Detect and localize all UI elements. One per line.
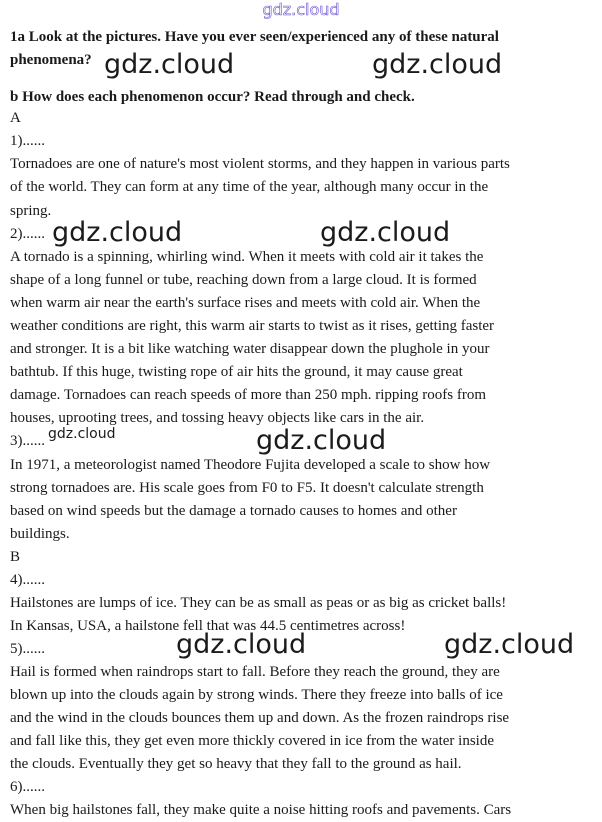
paragraph-2-line5: and stronger. It is a bit like watching water disappear down the plughole in your: [10, 341, 490, 357]
paragraph-5-line5: the clouds. Eventually they get so heavy that they fall to the ground as hail.: [10, 756, 462, 772]
watermark: gdz.cloud: [52, 217, 183, 248]
paragraph-3-line4: buildings.: [10, 526, 70, 542]
paragraph-3-line2: strong tornadoes are. His scale goes from F0 to F5. It doesn't calculate strength: [10, 480, 484, 496]
paragraph-3-line3: based on wind speeds but the damage a tornado causes to homes and other: [10, 503, 457, 519]
paragraph-6-line1: When big hailstones fall, they make quite a noise hitting roofs and pavements. Cars: [10, 802, 512, 818]
watermark: gdz.cloud: [444, 629, 575, 660]
watermark-top: gdz.cloud: [262, 0, 340, 19]
task-1b-heading: b How does each phenomenon occur? Read through and check.: [10, 89, 415, 105]
watermark: gdz.cloud: [320, 217, 451, 248]
paragraph-1-line3: spring.: [10, 203, 52, 219]
watermark: gdz.cloud: [48, 426, 116, 442]
gap-3: 3)......: [10, 433, 45, 449]
gap-1: 1)......: [10, 133, 45, 149]
gap-6: 6)......: [10, 779, 45, 795]
task-1a-line2: phenomena?: [10, 52, 92, 68]
watermark: gdz.cloud: [176, 629, 307, 660]
paragraph-2-line8: houses, uprooting trees, and tossing heavy objects like cars in the air.: [10, 410, 425, 426]
gap-2: 2)......: [10, 226, 45, 242]
paragraph-5-line1: Hail is formed when raindrops start to fall. Before they reach the ground, they are: [10, 664, 500, 680]
paragraph-2-line3: when warm air near the earth's surface rises and meets with cold air. When the: [10, 295, 481, 311]
paragraph-5-line2: blown up into the clouds again by strong winds. There they freeze into balls of ice: [10, 687, 503, 703]
paragraph-1-line1: Tornadoes are one of nature's most violent storms, and they happen in various parts: [10, 156, 510, 172]
paragraph-1-line2: of the world. They can form at any time of the year, although many occur in the: [10, 179, 489, 195]
watermark: gdz.cloud: [256, 425, 387, 456]
section-b-label: B: [10, 549, 21, 565]
task-1a-line1: 1a Look at the pictures. Have you ever seen/experienced any of these natural: [10, 29, 499, 45]
paragraph-2-line2: shape of a long funnel or tube, reaching down from a large cloud. It is formed: [10, 272, 477, 288]
paragraph-3-line1: In 1971, a meteorologist named Theodore Fujita developed a scale to show how: [10, 457, 491, 473]
paragraph-2-line1: A tornado is a spinning, whirling wind. When it meets with cold air it takes the: [10, 249, 484, 265]
paragraph-4-line1: Hailstones are lumps of ice. They can be as small as peas or as big as cricket balls!: [10, 595, 507, 611]
gap-5: 5)......: [10, 641, 45, 657]
watermark: gdz.cloud: [372, 49, 503, 80]
section-a-label: A: [10, 110, 21, 126]
paragraph-5-line3: and the wind in the clouds bounces them up and down. As the frozen raindrops rise: [10, 710, 510, 726]
paragraph-4-line2: In Kansas, USA, a hailstone fell that was 44.5 centimetres across!: [10, 618, 406, 634]
paragraph-2-line6: bathtub. If this huge, twisting rope of air hits the ground, it may cause great: [10, 364, 463, 380]
watermark: gdz.cloud: [104, 49, 235, 80]
paragraph-2-line7: damage. Tornadoes can reach speeds of more than 250 mph. ripping roofs from: [10, 387, 487, 403]
paragraph-2-line4: weather conditions are right, this warm air starts to twist as it rises, getting faster: [10, 318, 495, 334]
paragraph-5-line4: and fall like this, they get even more thickly covered in ice from the water inside: [10, 733, 494, 749]
gap-4: 4)......: [10, 572, 45, 588]
